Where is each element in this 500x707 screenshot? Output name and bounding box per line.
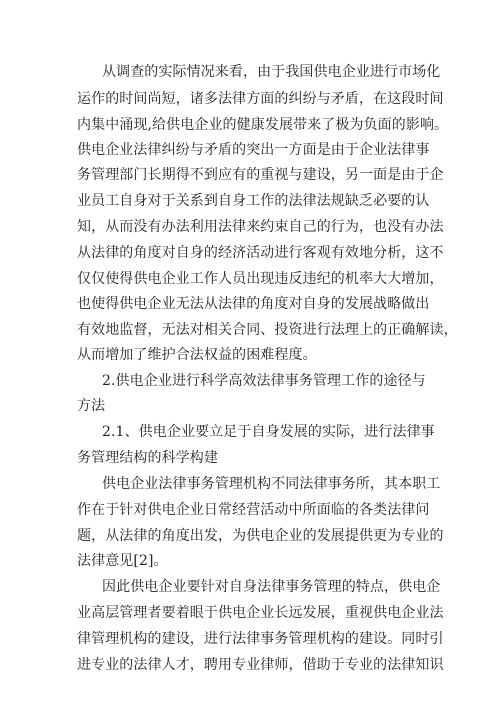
section-heading: 方法: [77, 398, 106, 414]
text-line: 因此供电企业要针对自身法律事务管理的特点，供电企: [102, 579, 441, 595]
text-line: 进专业的法律人才，聘用专业律师，借助于专业的法律知识: [77, 657, 444, 673]
text-line: 业员工自身对于关系到自身工作的法律法规缺乏必要的认: [77, 193, 430, 209]
text-line: 仅仅使得供电企业工作人员出现违反违纪的机率大大增加，: [77, 271, 444, 287]
text-line: 业高层管理者要着眼于供电企业长远发展，重视供电企业法: [77, 605, 444, 621]
section-heading: 2.供电企业进行科学高效法律事务管理工作的途径与: [102, 373, 426, 389]
text-line: 题，从法律的角度出发，为供电企业的发展提供更为专业的: [77, 528, 444, 544]
text-line: 律管理机构的建设，进行法律事务管理机构的建设。同时引: [77, 631, 444, 647]
text-line: 法律意见[2]。: [77, 553, 168, 569]
text-line: 务管理部门长期得不到应有的重视与建设，另一面是由于企: [77, 167, 444, 183]
subsection-heading: 2.1、供电企业要立足于自身发展的实际，进行法律事: [102, 424, 435, 440]
text-line: 有效地监督，无法对相关合同、投资进行法理上的正确解读，: [77, 322, 458, 338]
text-line: 也使得供电企业无法从法律的角度对自身的发展战略做出: [77, 296, 430, 312]
text-line: 供电企业法律纠纷与矛盾的突出一方面是由于企业法律事: [77, 142, 430, 158]
text-line: 作在于针对供电企业日常经营活动中所面临的各类法律问: [77, 502, 430, 518]
text-line: 运作的时间尚短，诸多法律方面的纠纷与矛盾，在这段时间: [77, 91, 444, 107]
text-line: 供电企业法律事务管理机构不同法律事务所，其本职工: [102, 476, 441, 492]
text-line: 内集中涌现,给供电企业的健康发展带来了极为负面的影响。: [77, 117, 449, 133]
text-line: 从而增加了维护合法权益的困难程度。: [77, 347, 317, 363]
text-line: 从法律的角度对自身的经济活动进行客观有效地分析，这不: [77, 245, 444, 261]
text-line: 知，从而没有办法利用法律来约束自己的行为，也没有办法: [77, 219, 444, 235]
subsection-heading: 务管理结构的科学构建: [77, 450, 218, 466]
text-line: 从调查的实际情况来看，由于我国供电企业进行市场化: [102, 64, 441, 80]
